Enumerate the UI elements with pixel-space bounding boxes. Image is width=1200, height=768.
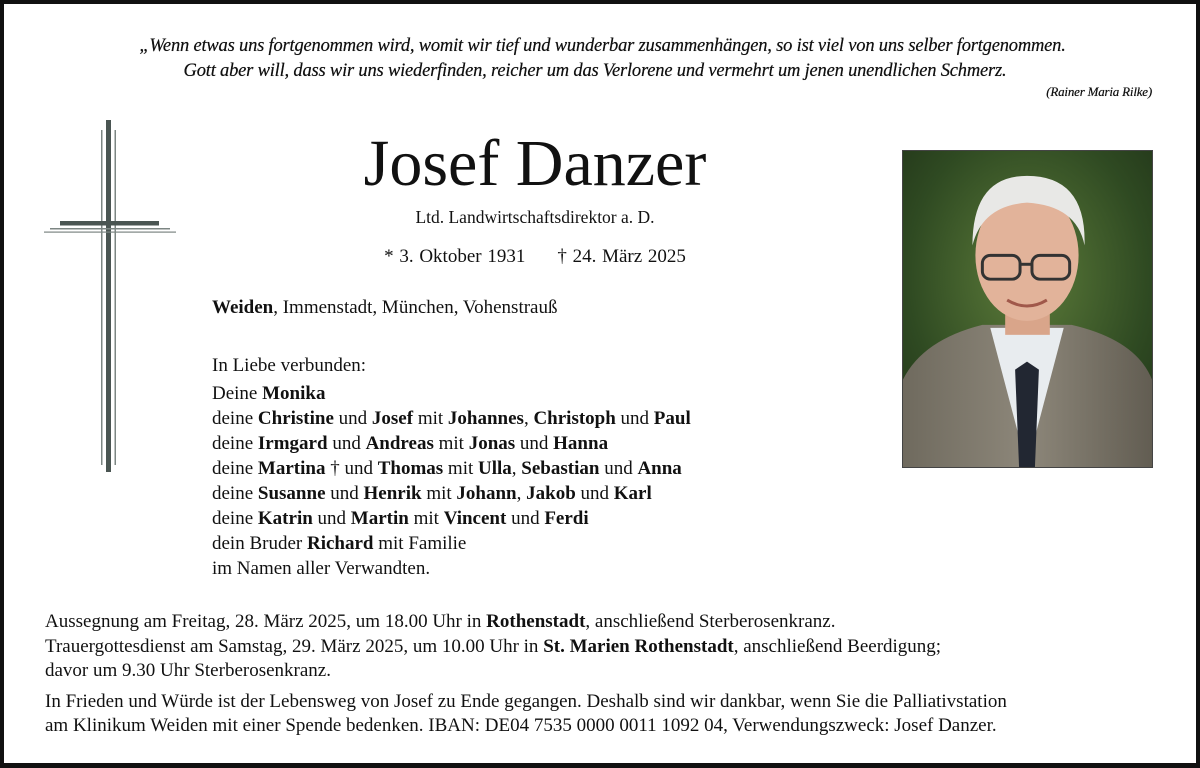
text: mit: [433, 433, 469, 454]
text: und: [575, 483, 614, 504]
family-line: [212, 531, 691, 556]
place-text: Weiden: [212, 297, 274, 318]
text: Aussegnung am Freitag, 28. März 2025, um 18.00 Uhr in: [45, 611, 487, 632]
text: † und: [325, 458, 378, 479]
text: deine: [212, 508, 258, 529]
name-text: Johannes: [447, 408, 524, 429]
name-text: Johann: [456, 483, 517, 504]
death-date: † 24. März 2025: [557, 246, 686, 267]
family-line: [212, 406, 691, 431]
text: ,: [523, 408, 534, 429]
places-line: [212, 297, 558, 319]
name-text: Paul: [653, 408, 691, 429]
text: und: [333, 408, 372, 429]
name-text: Jakob: [526, 483, 576, 504]
text: und: [506, 508, 545, 529]
donation-line: [45, 690, 1007, 715]
family-line: [212, 381, 691, 406]
text: und: [325, 483, 364, 504]
text: im Namen aller Verwandten.: [212, 558, 431, 579]
name-text: Irmgard: [257, 433, 328, 454]
text: mit: [421, 483, 457, 504]
name-text: Thomas: [377, 458, 444, 479]
text: mit: [443, 458, 479, 479]
text: mit: [413, 408, 448, 429]
quote-line-1: „Wenn etwas uns fortgenommen wird, womit wir tief und wunderbar zusammenhängen, so ist viel von uns selber fortgenommen.: [139, 36, 1066, 56]
life-dates: [280, 246, 790, 268]
name-text: Jonas: [468, 433, 516, 454]
cross-icon: [44, 120, 176, 472]
quote-author: (Rainer Maria Rilke): [1046, 84, 1152, 99]
name-text: Hanna: [553, 433, 609, 454]
text: und: [312, 508, 351, 529]
name-text: Martin: [350, 508, 409, 529]
text: deine: [212, 433, 258, 454]
deceased-name: Josef Danzer: [363, 127, 707, 200]
name-text: Katrin: [257, 508, 313, 529]
text: ,: [516, 483, 527, 504]
text: davor um 9.30 Uhr Sterberosenkranz.: [45, 660, 331, 681]
name-text: Rothenstadt: [486, 611, 586, 632]
name-text: Henrik: [363, 483, 422, 504]
name-text: Ferdi: [544, 508, 589, 529]
text: , anschließend Sterberosenkranz.: [585, 611, 836, 632]
name-text: Andreas: [365, 433, 434, 454]
text: am Klinikum Weiden mit einer Spende bedenken. IBAN: DE04 7535 0000 0011 1092 04, Verwendungszweck: Josef Danzer.: [45, 715, 997, 736]
text: ,: [511, 458, 522, 479]
place-text: , Immenstadt, München, Vohenstrauß: [273, 297, 558, 318]
name-text: St. Marien Rothenstadt: [543, 635, 734, 657]
text: deine: [212, 483, 258, 504]
text: deine: [212, 408, 258, 429]
text: dein Bruder: [212, 533, 307, 554]
family-intro: In Liebe verbunden:: [212, 355, 367, 376]
portrait-photo: [902, 150, 1153, 468]
text: und: [615, 408, 654, 429]
name-text: Ulla: [478, 458, 512, 479]
text: mit Familie: [373, 533, 467, 554]
family-block: [212, 353, 691, 581]
name-text: Richard: [306, 533, 374, 554]
text: mit: [408, 508, 444, 529]
family-line: [212, 556, 691, 581]
text: und: [327, 433, 366, 454]
donation-line: [45, 714, 1007, 739]
text: Deine: [212, 383, 263, 404]
text: deine: [212, 458, 258, 479]
family-line: [212, 481, 691, 506]
service-line: [45, 610, 1007, 635]
family-line: [212, 506, 691, 531]
family-line: [212, 456, 691, 481]
name-text: Karl: [613, 483, 652, 504]
service-info: [45, 610, 1007, 739]
text: Trauergottesdienst am Samstag, 29. März 2025, um 10.00 Uhr in: [45, 635, 544, 657]
name-text: Christoph: [533, 408, 616, 429]
deceased-title: Ltd. Landwirtschaftsdirektor a. D.: [415, 207, 655, 227]
service-line: [45, 635, 1007, 660]
text: und: [515, 433, 554, 454]
family-line: [212, 431, 691, 456]
name-text: Vincent: [443, 508, 507, 529]
birth-date: * 3. Oktober 1931: [384, 246, 526, 267]
text: In Frieden und Würde ist der Lebensweg von Josef zu Ende gegangen. Deshalb sind wir dankbar, wenn Sie die Palliativstation: [45, 690, 1007, 712]
name-text: Martina: [257, 458, 326, 479]
name-text: Josef: [371, 408, 414, 429]
text: und: [599, 458, 638, 479]
name-text: Susanne: [257, 483, 326, 504]
name-text: Anna: [637, 458, 682, 479]
name-text: Monika: [262, 383, 326, 404]
name-text: Sebastian: [521, 458, 600, 479]
quote-line-2: Gott aber will, dass wir uns wiederfinden, reicher um das Verlorene und vermehrt um jenen unendlichen Schmerz.: [183, 61, 1007, 81]
name-text: Christine: [257, 408, 334, 429]
service-line: [45, 659, 1007, 684]
text: , anschließend Beerdigung;: [733, 635, 942, 657]
